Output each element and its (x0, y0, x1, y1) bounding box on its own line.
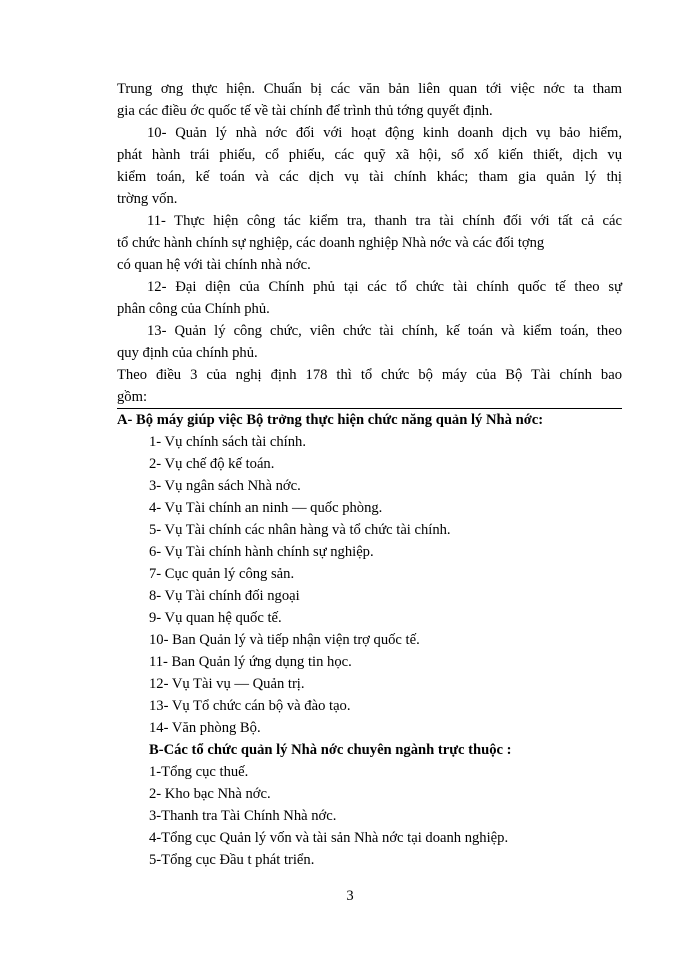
text-line: trờng vốn. (117, 191, 178, 207)
continuation-paragraph (117, 78, 622, 122)
text-line: Theo điều 3 của nghị định 178 thì tổ chức bộ máy của Bộ Tài chính bao (117, 367, 622, 383)
list-item: 1- Vụ chính sách tài chính. (149, 434, 306, 450)
document-page (117, 78, 622, 871)
section-b-heading: B-Các tổ chức quản lý Nhà nớc chuyên ngành trực thuộc : (149, 742, 512, 758)
item-12-paragraph (117, 276, 622, 320)
item-11-paragraph (117, 210, 622, 276)
list-item: 3- Vụ ngân sách Nhà nớc. (149, 478, 301, 494)
list-item: 7- Cục quản lý công sản. (149, 566, 295, 582)
list-item: 10- Ban Quản lý và tiếp nhận viện trợ quốc tế. (149, 632, 420, 648)
text-line: gia các điều ớc quốc tế về tài chính để trình thủ tớng quyết định. (117, 103, 493, 119)
section-a-heading: A- Bộ máy giúp việc Bộ trởng thực hiện chức năng quản lý Nhà nớc: (117, 412, 544, 428)
text-line: Trung ơng thực hiện. Chuẩn bị các văn bản liên quan tới việc nớc ta tham (117, 81, 622, 97)
section-b (117, 739, 622, 871)
page-number: 3 (346, 888, 354, 904)
text-line: kiểm toán, kế toán và các dịch vụ tài chính khác; tham gia quản lý thị (117, 169, 622, 185)
list-item: 8- Vụ Tài chính đối ngoại (149, 588, 300, 604)
text-line: phát hành trái phiếu, cổ phiếu, các quỹ xã hội, sổ xố kiến thiết, dịch vụ (117, 147, 622, 163)
list-item: 11- Ban Quản lý ứng dụng tin học. (149, 654, 352, 670)
list-item: 12- Vụ Tài vụ — Quản trị. (149, 676, 305, 692)
item-13-paragraph (117, 320, 622, 364)
list-item: 3-Thanh tra Tài Chính Nhà nớc. (149, 808, 337, 824)
list-item: 5- Vụ Tài chính các nhân hàng và tổ chức tài chính. (149, 522, 451, 538)
list-item: 2- Vụ chế độ kế toán. (149, 456, 275, 472)
text-line: 11- Thực hiện công tác kiểm tra, thanh tra tài chính đối với tất cả các (147, 213, 622, 229)
text-line: 12- Đại diện của Chính phủ tại các tổ chức tài chính quốc tế theo sự (147, 279, 622, 295)
text-line: quy định của chính phủ. (117, 345, 258, 361)
list-item: 13- Vụ Tổ chức cán bộ và đào tạo. (149, 698, 351, 714)
list-item: 6- Vụ Tài chính hành chính sự nghiệp. (149, 544, 374, 560)
text-line: gồm: (117, 389, 147, 405)
article-3-intro (117, 364, 622, 409)
list-item: 4- Vụ Tài chính an ninh — quốc phòng. (149, 500, 383, 516)
list-item: 9- Vụ quan hệ quốc tế. (149, 610, 282, 626)
text-line: 13- Quản lý công chức, viên chức tài chính, kế toán và kiểm toán, theo (147, 323, 622, 339)
text-line: 10- Quản lý nhà nớc đối với hoạt động kinh doanh dịch vụ bảo hiểm, (147, 125, 622, 141)
list-item: 5-Tổng cục Đầu t phát triển. (149, 852, 315, 868)
text-line: phân công của Chính phủ. (117, 301, 270, 317)
item-10-paragraph (117, 122, 622, 210)
list-item: 14- Văn phòng Bộ. (149, 720, 261, 736)
list-item: 4-Tổng cục Quản lý vốn và tài sản Nhà nớc tại doanh nghiệp. (149, 830, 509, 846)
list-item: 2- Kho bạc Nhà nớc. (149, 786, 271, 802)
text-line: có quan hệ với tài chính nhà nớc. (117, 257, 311, 273)
list-item: 1-Tổng cục thuế. (149, 764, 249, 780)
text-line: tổ chức hành chính sự nghiệp, các doanh nghiệp Nhà nớc và các đối tợng (117, 235, 545, 251)
section-a (117, 409, 622, 739)
